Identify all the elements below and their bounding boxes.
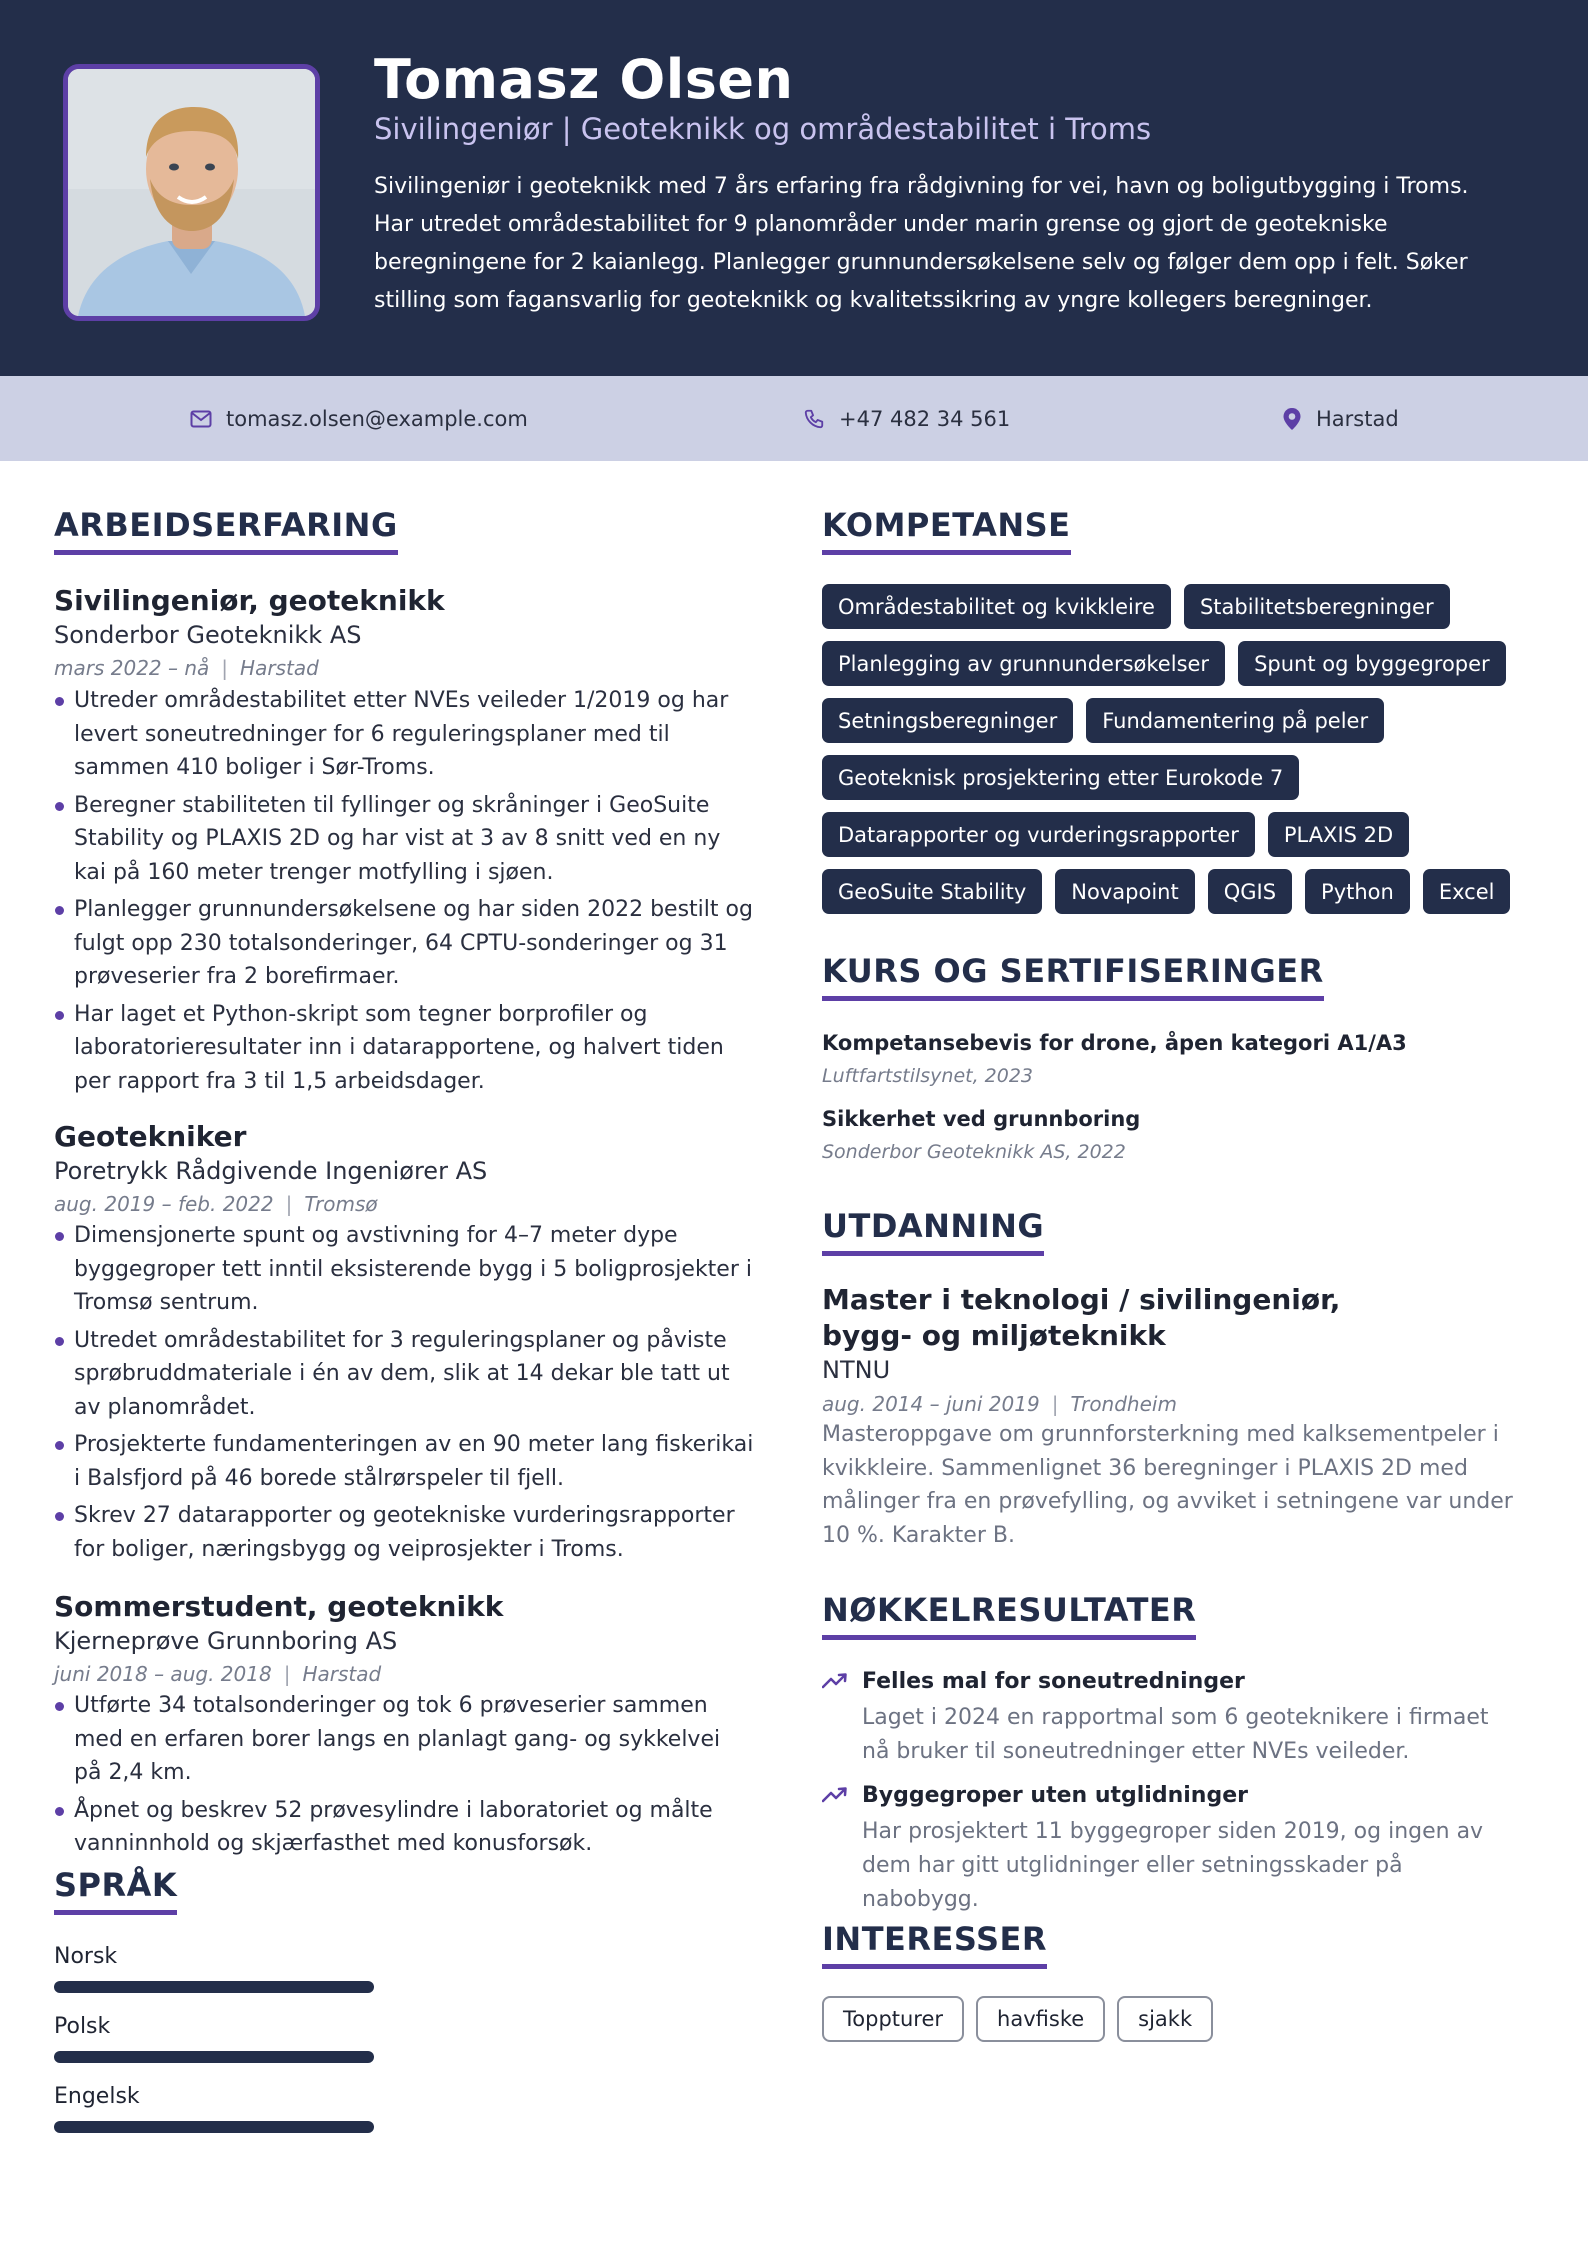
- result-description: Laget i 2024 en rapportmal som 6 geoteknikere i firmaet nå bruker til soneutredninger etter NVEs veileder.: [862, 1705, 1489, 1764]
- job-bullet: Skrev 27 datarapporter og geotekniske vurderingsrapporter for boliger, næringsbygg og veiprosjekter i Troms.: [54, 1499, 754, 1566]
- course-meta: Sonderbor Geoteknikk AS, 2022: [822, 1141, 1126, 1163]
- job-bullets: [54, 1219, 754, 1570]
- section-title-text: SPRÅK: [54, 1866, 178, 1904]
- job-title: Geotekniker: [54, 1120, 247, 1153]
- language-level-bar: [54, 1981, 374, 1993]
- section-title-text: KURS OG SERTIFISERINGER: [822, 952, 1324, 990]
- skill-chip: Fundamentering på peler: [1086, 698, 1384, 743]
- interest-tags: [822, 1996, 1213, 2042]
- contact-phone[interactable]: [803, 376, 1010, 461]
- language-level-bar: [54, 2121, 374, 2133]
- job-bullet: Planlegger grunnundersøkelsene og har siden 2022 bestilt og fulgt opp 230 totalsonderinger, 64 CPTU-sonderinger og 31 prøveserier fra 2 borefirmaer.: [54, 893, 754, 994]
- education-period: aug. 2014 – juni 2019: [822, 1392, 1040, 1416]
- result-title: Byggegroper uten utglidninger: [862, 1783, 1248, 1808]
- job-bullet: Beregner stabiliteten til fyllinger og skråninger i GeoSuite Stability og PLAXIS 2D og har vist at 3 av 8 snitt ved en ny kai på 160 meter trenger motfylling i sjøen.: [54, 789, 754, 890]
- resume-header: [0, 0, 1588, 376]
- job-location: Harstad: [302, 1662, 382, 1686]
- job-title: Sivilingeniør, geoteknikk: [54, 584, 445, 617]
- job-meta: juni 2018 – aug. 2018 | Harstad: [54, 1662, 382, 1686]
- candidate-name: Tomasz Olsen: [374, 48, 794, 111]
- skill-chip: Planlegging av grunnundersøkelser: [822, 641, 1225, 686]
- skill-chip: Datarapporter og vurderingsrapporter: [822, 812, 1255, 857]
- phone-text: +47 482 34 561: [839, 406, 1011, 431]
- result-title: Felles mal for soneutredninger: [862, 1669, 1245, 1694]
- job-bullet: Prosjekterte fundamenteringen av en 90 meter lang fiskerikai i Balsfjord på 46 borede stålrørspeler til fjell.: [54, 1428, 754, 1495]
- education-description: Masteroppgave om grunnforsterkning med kalksementpeler i kvikkleire. Sammenlignet 36 beregninger i PLAXIS 2D med målinger fra en prøvefylling, og avviket i setningene var under 10 %. Karakter B.: [822, 1422, 1513, 1548]
- language-level-bar: [54, 2051, 374, 2063]
- job-company: Kjerneprøve Grunnboring AS: [54, 1627, 398, 1655]
- skill-chip: Områdestabilitet og kvikkleire: [822, 584, 1171, 629]
- course-title: Sikkerhet ved grunnboring: [822, 1107, 1141, 1131]
- section-title-text: INTERESSER: [822, 1920, 1048, 1958]
- interest-tag: havfiske: [976, 1996, 1105, 2042]
- trending-up-icon: [822, 1673, 848, 1689]
- section-title-languages: [54, 1866, 177, 1915]
- skill-chip: Python: [1305, 869, 1410, 914]
- section-title-text: ARBEIDSERFARING: [54, 506, 398, 544]
- job-bullet: Dimensjonerte spunt og avstivning for 4–7 meter dype byggegroper tett inntil eksisterende bygg i 5 boligprosjekter i Tromsø sentrum.: [54, 1219, 754, 1320]
- job-company: Poretrykk Rådgivende Ingeniører AS: [54, 1157, 488, 1185]
- course-meta: Luftfartstilsynet, 2023: [822, 1065, 1034, 1087]
- section-title-courses: [822, 952, 1324, 1001]
- job-company: Sonderbor Geoteknikk AS: [54, 621, 362, 649]
- section-title-education: [822, 1207, 1044, 1256]
- interest-tag: sjakk: [1117, 1996, 1213, 2042]
- course-title: Kompetansebevis for drone, åpen kategori A1/A3: [822, 1031, 1407, 1055]
- skill-chip: Stabilitetsberegninger: [1184, 584, 1450, 629]
- job-bullet: Utredet områdestabilitet for 3 reguleringsplaner og påviste sprøbruddmateriale i én av dem, slik at 14 dekar ble tatt ut av planområdet.: [54, 1324, 754, 1425]
- location-text: Harstad: [1316, 406, 1399, 431]
- job-period: juni 2018 – aug. 2018: [54, 1662, 272, 1686]
- contact-email[interactable]: [190, 376, 528, 461]
- skill-chip: Geoteknisk prosjektering etter Eurokode 7: [822, 755, 1299, 800]
- phone-icon: [803, 408, 825, 430]
- language-name: Polsk: [54, 2014, 111, 2039]
- skill-chip: Spunt og byggegroper: [1238, 641, 1506, 686]
- job-period: mars 2022 – nå: [54, 656, 210, 680]
- skill-chip: PLAXIS 2D: [1268, 812, 1409, 857]
- job-location: Tromsø: [304, 1192, 378, 1216]
- skill-chips: [822, 584, 1522, 914]
- job-meta: mars 2022 – nå | Harstad: [54, 656, 319, 680]
- interest-tag: Toppturer: [822, 1996, 964, 2042]
- skill-chip: Setningsberegninger: [822, 698, 1073, 743]
- education-meta: aug. 2014 – juni 2019 | Trondheim: [822, 1392, 1177, 1416]
- section-title-text: UTDANNING: [822, 1207, 1045, 1245]
- skill-chip: Excel: [1423, 869, 1511, 914]
- language-name: Engelsk: [54, 2084, 140, 2109]
- contact-location: [1282, 376, 1399, 461]
- mail-icon: [190, 410, 212, 428]
- section-title-experience: [54, 506, 398, 555]
- profile-summary: Sivilingeniør i geoteknikk med 7 års erfaring fra rådgivning for vei, havn og boligutbygging i Troms. Har utredet områdestabilitet for 9 planområder under marin grense og gjort de geotekniske beregningene for 2 kaianlegg. Planlegger grunnundersøkelsene selv og følger dem opp i felt. Søker stilling som fagansvarlig for geoteknikk og kvalitetssikring av yngre kollegers beregninger.: [374, 174, 1469, 313]
- job-bullets: [54, 1689, 754, 1865]
- candidate-headline: Sivilingeniør | Geoteknikk og områdestabilitet i Troms: [374, 112, 1152, 146]
- skill-chip: GeoSuite Stability: [822, 869, 1042, 914]
- education-school: NTNU: [822, 1356, 891, 1384]
- skill-chip: QGIS: [1208, 869, 1292, 914]
- result-description: Har prosjektert 11 byggegroper siden 2019, og ingen av dem har gitt utglidninger eller setningsskader på nabobygg.: [862, 1819, 1484, 1912]
- email-text: tomasz.olsen@example.com: [226, 406, 528, 431]
- profile-photo: [63, 64, 320, 321]
- education-location: Trondheim: [1070, 1392, 1177, 1416]
- section-title-text: KOMPETANSE: [822, 506, 1071, 544]
- job-title: Sommerstudent, geoteknikk: [54, 1590, 504, 1623]
- section-title-skills: [822, 506, 1071, 555]
- section-title-interests: [822, 1920, 1047, 1969]
- location-pin-icon: [1282, 407, 1302, 431]
- job-meta: aug. 2019 – feb. 2022 | Tromsø: [54, 1192, 378, 1216]
- education-degree: Master i teknologi / sivilingeniør, bygg- og miljøteknikk: [822, 1283, 1341, 1352]
- contact-bar: [0, 376, 1588, 461]
- language-name: Norsk: [54, 1944, 118, 1969]
- job-bullets: [54, 684, 754, 1102]
- job-bullet: Utreder områdestabilitet etter NVEs veileder 1/2019 og har levert soneutredninger for 6 reguleringsplaner med til sammen 410 boliger i Sør-Troms.: [54, 684, 754, 785]
- job-bullet: Utførte 34 totalsonderinger og tok 6 prøveserier sammen med en erfaren borer langs en planlagt gang- og sykkelvei på 2,4 km.: [54, 1689, 754, 1790]
- trending-up-icon: [822, 1787, 848, 1803]
- section-title-text: NØKKELRESULTATER: [822, 1591, 1197, 1629]
- job-location: Harstad: [240, 656, 319, 680]
- job-bullet: Har laget et Python-skript som tegner borprofiler og laboratorieresultater inn i datarapportene, og halvert tiden per rapport fra 3 til 1,5 arbeidsdager.: [54, 998, 754, 1099]
- skill-chip: Novapoint: [1055, 869, 1194, 914]
- section-title-results: [822, 1591, 1196, 1640]
- job-bullet: Åpnet og beskrev 52 prøvesylindre i laboratoriet og målte vanninnhold og skjærfasthet med konusforsøk.: [54, 1794, 754, 1861]
- job-period: aug. 2019 – feb. 2022: [54, 1192, 274, 1216]
